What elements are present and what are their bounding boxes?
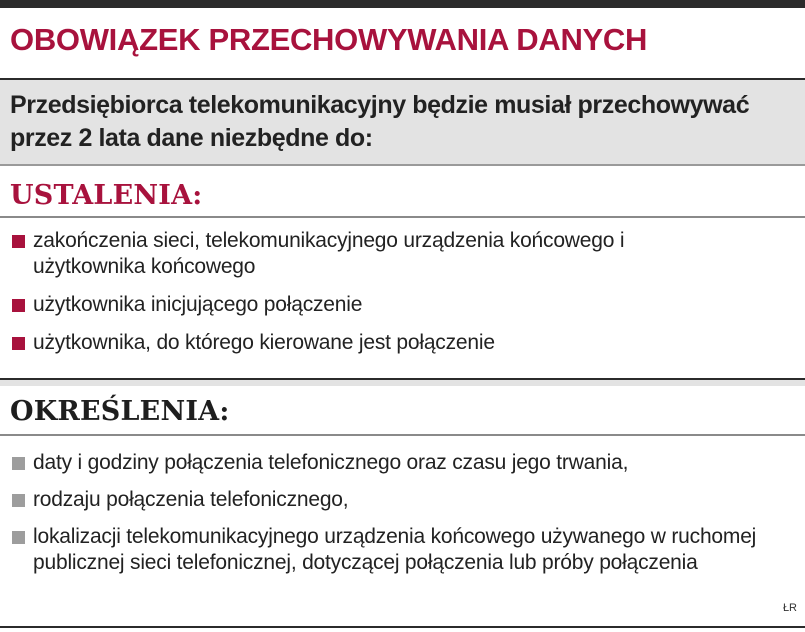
section-divider [0,434,805,436]
list-item [12,330,802,356]
top-bar [0,0,805,8]
red-square-bullet-icon [12,337,25,350]
ustalenia-list [12,228,802,356]
list-item [12,228,802,280]
list-item-text: daty i godziny połączenia telefonicznego oraz czasu jego trwania, [33,451,629,474]
list-item [12,450,802,476]
grey-square-bullet-icon [12,531,25,544]
intro-box [0,78,805,166]
red-square-bullet-icon [12,299,25,312]
list-item-text: użytkownika, do którego kierowane jest połączenie [33,331,495,354]
section-divider [0,216,805,218]
section-separator [0,378,805,386]
list-item [12,487,802,513]
bottom-rule [0,626,805,628]
grey-square-bullet-icon [12,494,25,507]
list-item-text: rodzaju połączenia telefonicznego, [33,488,349,511]
list-item-text: użytkownika inicjującego połączenie [33,293,363,316]
section-heading-okreslenia: OKREŚLENIA: [10,396,230,427]
intro-text: Przedsiębiorca telekomunikacyjny będzie musiał przechowywać przez 2 lata dane niezbędne do: [10,91,750,152]
list-item [12,524,802,576]
list-item [12,292,802,318]
list-item-text: zakończenia sieci, telekomunikacyjnego urządzenia końcowego i użytkownika końcowego [33,229,625,278]
section-heading-ustalenia: USTALENIA: [10,180,203,211]
grey-square-bullet-icon [12,457,25,470]
red-square-bullet-icon [12,235,25,248]
okreslenia-list [12,450,802,576]
list-item-text: lokalizacji telekomunikacyjnego urządzenia końcowego używanego w ruchomej publicznej sieci telefonicznej, dotyczącej połączenia lub próby połączenia [33,525,757,574]
credit: ŁR [782,602,797,614]
page-title: OBOWIĄZEK PRZECHOWYWANIA DANYCH [10,22,648,57]
